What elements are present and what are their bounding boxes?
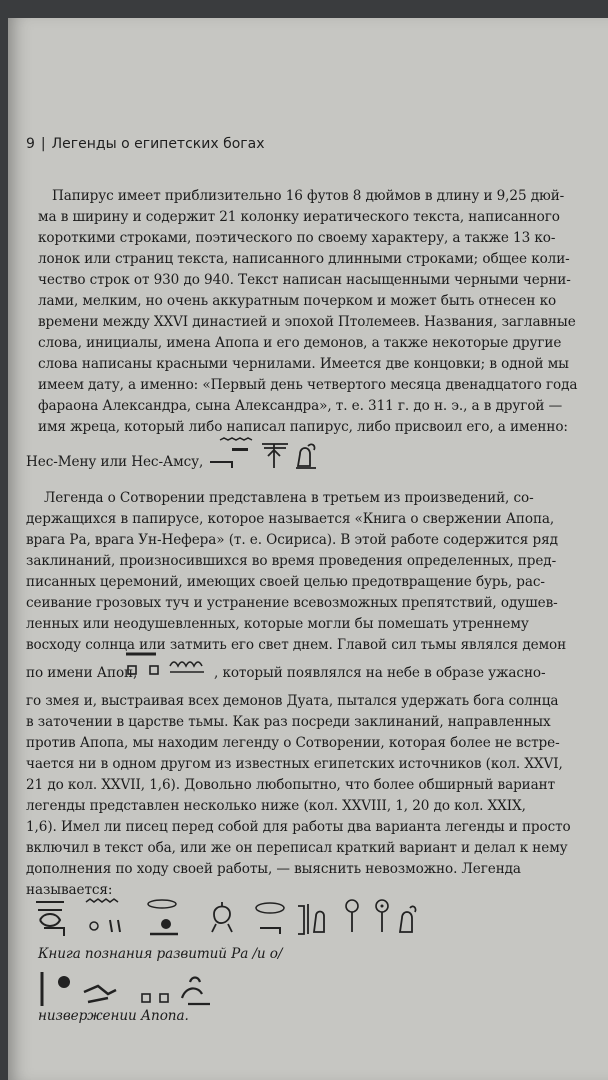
hieroglyph-nes-menu-icon	[206, 436, 330, 472]
text-line: фараона Александра, сына Александра», т. е. 311 г. до н. э., а в другой —	[38, 398, 563, 414]
text-line: короткими строками, поэтического по своему характеру, а также 13 ко-	[38, 230, 556, 246]
hieroglyph-title-row2-icon	[38, 968, 238, 1010]
text-line: имеем дату, а именно: «Первый день четвертого месяца двенадцатого года	[38, 377, 578, 393]
book-page	[8, 18, 608, 1080]
text-line: Папирус имеет приблизительно 16 футов 8 дюймов в длину и 9,25 дюй-	[52, 188, 565, 204]
running-header	[26, 136, 265, 152]
text-line: имя жреца, который либо написал папирус, либо присвоил его, а именно:	[38, 419, 568, 435]
text-line: низвержении Апопа.	[38, 1008, 189, 1024]
header-title: Легенды о египетских богах	[51, 136, 265, 152]
text-line: против Апопа, мы находим легенду о Сотворении, которая более не встре-	[26, 735, 560, 751]
text-line: держащихся в папирусе, которое называется «Книга о свержении Апопа,	[26, 511, 555, 527]
text-line: восходу солнца или затмить его свет днем. Главой сил тьмы являлся демон	[26, 637, 567, 653]
text-line: по имени Апоп,	[26, 665, 138, 681]
text-line: в заточении в царстве тьмы. Как раз посреди заклинаний, направленных	[26, 714, 551, 730]
page-number: 9	[26, 136, 35, 152]
text-line: ма в ширину и содержит 21 колонку иератического текста, написанного	[38, 209, 560, 225]
text-line: 1,6). Имел ли писец перед собой для работы два варианта легенды и просто	[26, 819, 571, 835]
text-line: включил в текст оба, или же он переписал краткий вариант и делал к нему	[26, 840, 568, 856]
text-line: лонок или страниц текста, написанного длинными строками; общее коли-	[38, 251, 570, 267]
text-line: дополнения по ходу своей работы, — выяснить невозможно. Легенда	[26, 861, 521, 877]
hieroglyph-title-row1-icon	[30, 894, 450, 942]
text-line: 21 до кол. XXVII, 1,6). Довольно любопытно, что более обширный вариант	[26, 777, 556, 793]
text-line: легенды представлен несколько ниже (кол. XXVIII, 1, 20 до кол. XXIX,	[26, 798, 526, 814]
text-line: сеивание грозовых туч и устранение всевозможных препятствий, одушев-	[26, 595, 558, 611]
text-line: ленных или неодушевленных, которые могли бы помешать утреннему	[26, 616, 529, 632]
text-line: Нес-Мену или Нес-Амсу,	[26, 454, 204, 470]
text-line: лами, мелким, но очень аккуратным почерком и может быть отнесен ко	[38, 293, 557, 309]
text-line: чество строк от 930 до 940. Текст написан насыщенными черными черни-	[38, 272, 571, 288]
text-line: слова, инициалы, имена Апопа и его демонов, а также некоторые другие	[38, 335, 562, 351]
text-line: слова написаны красными чернилами. Имеется две концовки; в одной мы	[38, 356, 569, 372]
hieroglyph-apop-icon	[112, 648, 212, 678]
text-line: чается ни в одном другом из известных египетских источников (кол. XXVI,	[26, 756, 563, 772]
text-line: , который появлялся на небе в образе ужасно-	[214, 665, 546, 681]
text-line: называется:	[26, 882, 113, 898]
text-line: Легенда о Сотворении представлена в третьем из произведений, со-	[44, 490, 534, 506]
text-line: времени между XXVI династией и эпохой Птолемеев. Названия, заглавные	[38, 314, 576, 330]
text-line: заклинаний, произносившихся во время проведения определенных, пред-	[26, 553, 557, 569]
text-line: писанных церемоний, имеющих своей целью предотвращение бурь, рас-	[26, 574, 545, 590]
text-line: го змея и, выстраивая всех демонов Дуата, пытался удержать бога солнца	[26, 693, 559, 709]
header-separator: |	[40, 136, 46, 152]
text-line: Книга познания развитий Ра /и о/	[38, 946, 283, 962]
text-line: врага Ра, врага Ун-Нефера» (т. е. Осириса). В этой работе содержится ряд	[26, 532, 558, 548]
